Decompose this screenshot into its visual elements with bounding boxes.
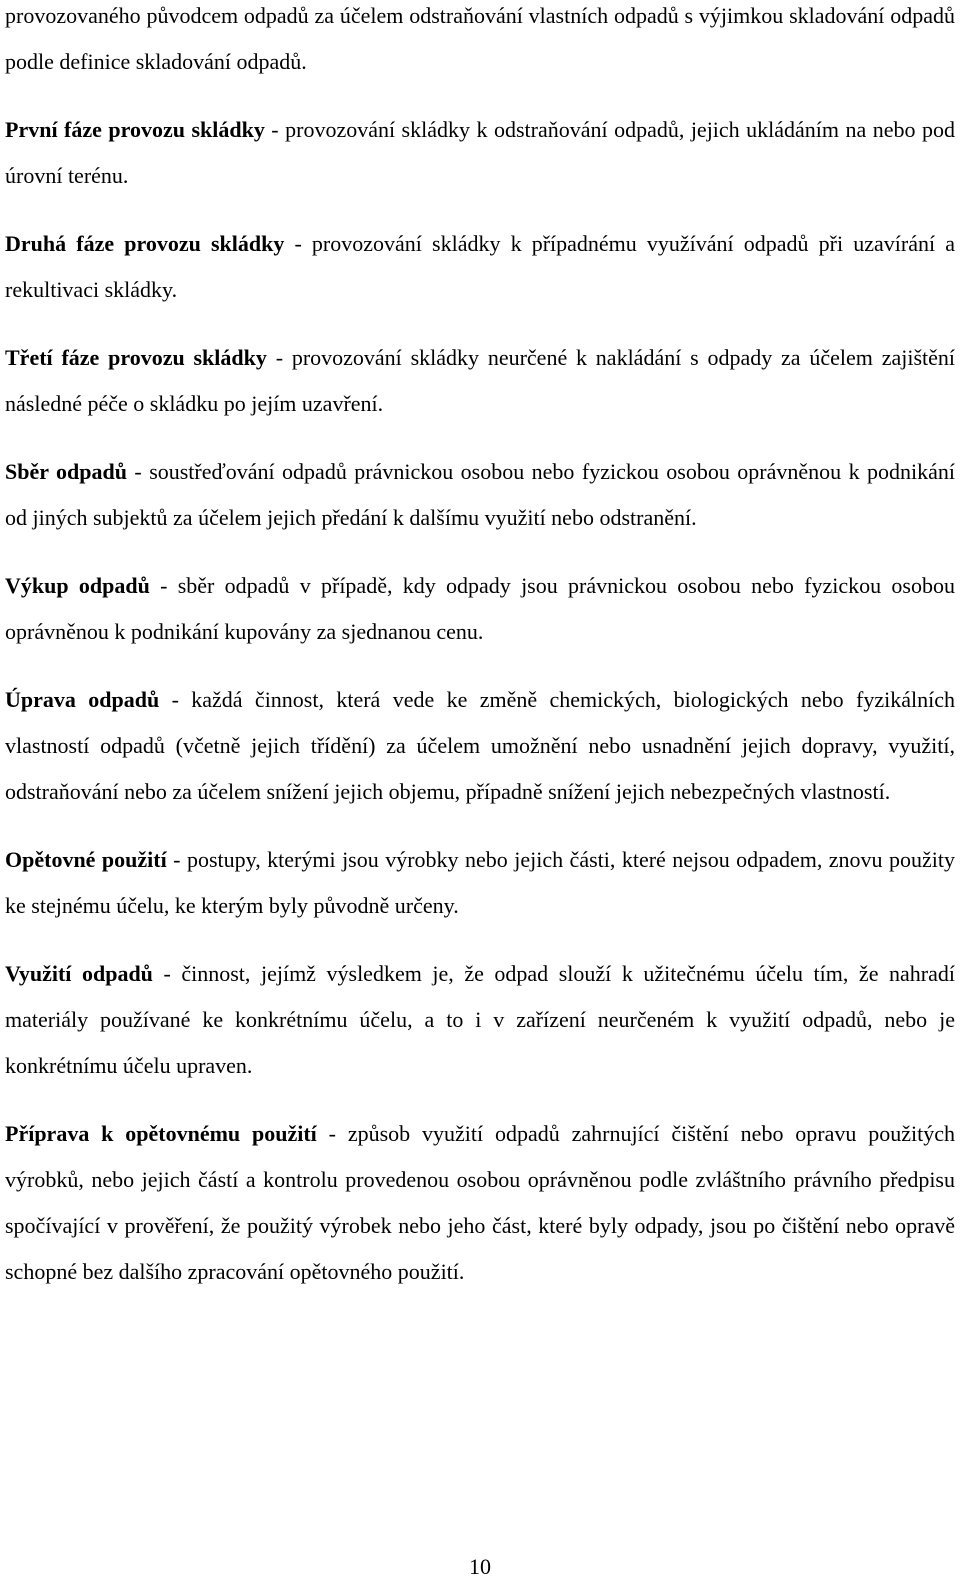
definition-text: - soustřeďování odpadů právnickou osobou nebo fyzickou osobou oprávněnou k podnikání od jiných subjektů za účelem jejich předání k dalšímu využití nebo odstranění.	[5, 459, 955, 530]
definition-prvni-faze	[5, 107, 955, 199]
definition-text: - provozování skládky k odstraňování odpadů, jejich ukládáním na nebo pod úrovní terénu.	[5, 117, 955, 188]
page-number: 10	[469, 1554, 491, 1579]
definition-text: - činnost, jejímž výsledkem je, že odpad slouží k užitečnému účelu tím, že nahradí materiály používané ke konkrétnímu účelu, a to i v zařízení neurčeném k využití odpadů, nebo je konkrétnímu účelu upraven.	[5, 961, 955, 1078]
definition-term: První fáze provozu skládky	[5, 117, 265, 142]
definition-term: Sběr odpadů	[5, 459, 127, 484]
definition-term: Příprava k opětovnému použití	[5, 1121, 317, 1146]
definition-vyuziti-odpadu	[5, 951, 955, 1089]
definition-text: - provozování skládky neurčené k nakládání s odpady za účelem zajištění následné péče o skládku po jejím uzavření.	[5, 345, 955, 416]
definition-term: Využití odpadů	[5, 961, 153, 986]
definition-term: Úprava odpadů	[5, 687, 160, 712]
definition-text: - způsob využití odpadů zahrnující čištění nebo opravu použitých výrobků, nebo jejich částí a kontrolu provedenou osobou oprávněnou podle zvláštního právního předpisu spočívající v prověření, že použitý výrobek nebo jeho část, které byly odpady, jsou po čištění nebo opravě schopné bez dalšího zpracování opětovného použití.	[5, 1121, 955, 1284]
definition-text: - sběr odpadů v případě, kdy odpady jsou právnickou osobou nebo fyzickou osobou oprávněnou k podnikání kupovány za sjednanou cenu.	[5, 573, 955, 644]
definition-treti-faze	[5, 335, 955, 427]
definition-uprava-odpadu	[5, 677, 955, 815]
paragraph-text: provozovaného původcem odpadů za účelem odstraňování vlastních odpadů s výjimkou skladování odpadů podle definice skladování odpadů.	[5, 3, 955, 74]
definition-term: Výkup odpadů	[5, 573, 150, 598]
definition-term: Opětovné použití	[5, 847, 167, 872]
paragraph-continuation	[5, 0, 955, 85]
definition-term: Třetí fáze provozu skládky	[5, 345, 267, 370]
definition-text: - provozování skládky k případnému využívání odpadů při uzavírání a rekultivaci skládky.	[5, 231, 955, 302]
definition-druha-faze	[5, 221, 955, 313]
definition-text: - postupy, kterými jsou výrobky nebo jejich části, které nejsou odpadem, znovu použity ke stejnému účelu, ke kterým byly původně určeny.	[5, 847, 956, 918]
definition-sber-odpadu	[5, 449, 955, 541]
definition-term: Druhá fáze provozu skládky	[5, 231, 285, 256]
definition-text: - každá činnost, která vede ke změně chemických, biologických nebo fyzikálních vlastností odpadů (včetně jejich třídění) za účelem umožnění nebo usnadnění jejich dopravy, využití, odstraňování nebo za účelem snížení jejich objemu, případně snížení jejich nebezpečných vlastností.	[5, 687, 955, 804]
definition-priprava-k-opetovnemu-pouziti	[5, 1111, 955, 1295]
document-page	[5, 0, 955, 1317]
definition-vykup-odpadu	[5, 563, 955, 655]
definition-opetovne-pouziti	[5, 837, 955, 929]
